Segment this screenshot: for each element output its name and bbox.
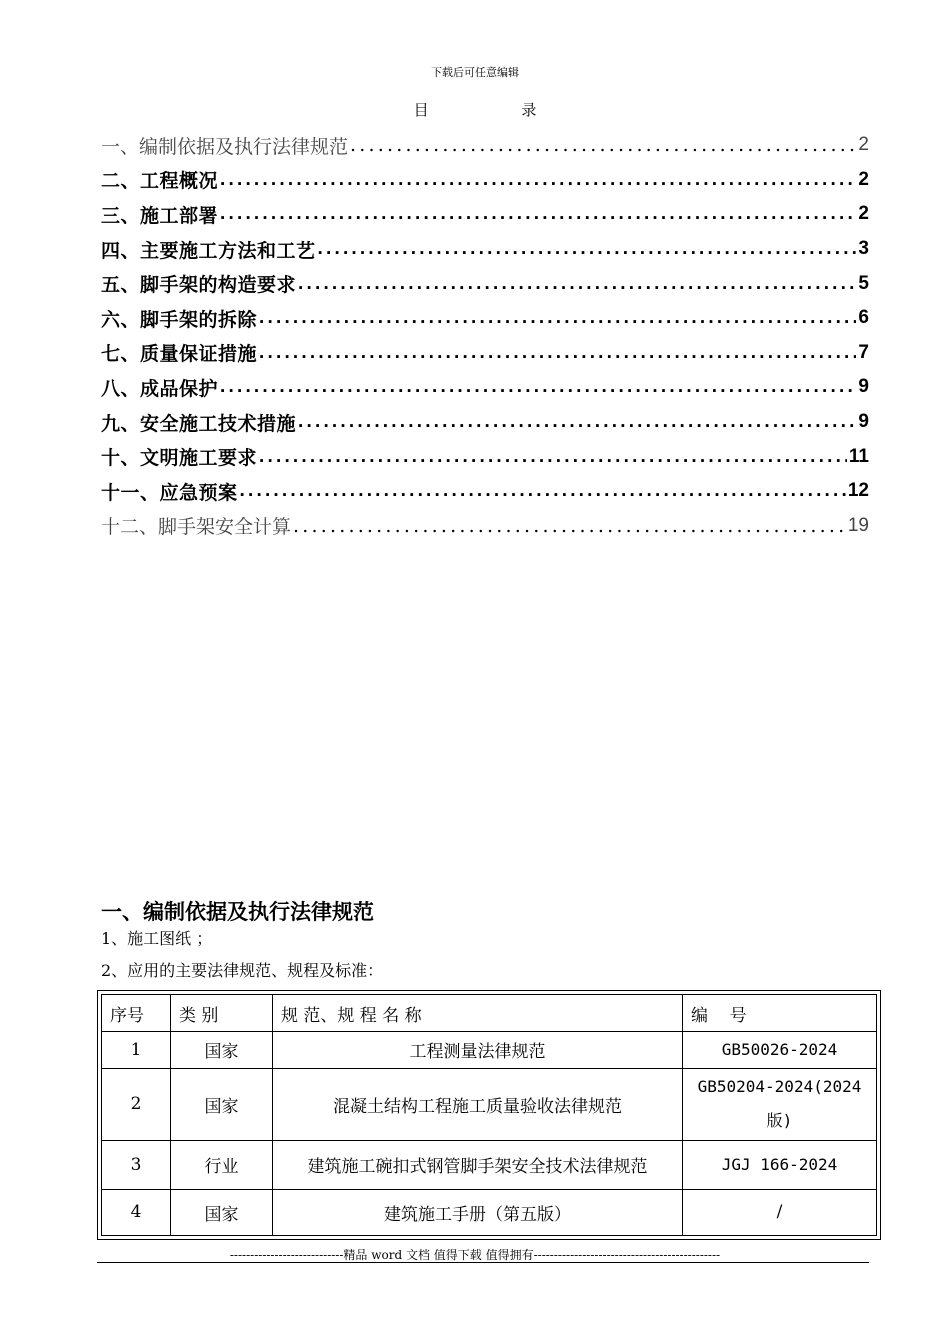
toc-entry-page: 3 bbox=[858, 238, 869, 260]
toc-leader-dots bbox=[298, 273, 856, 295]
toc-entry-label: 十一、应急预案 bbox=[101, 482, 238, 504]
toc-leader-dots bbox=[220, 203, 856, 225]
toc-entry[interactable] bbox=[101, 163, 869, 198]
table-cell: JGJ 166-2024 bbox=[683, 1141, 877, 1189]
toc-entry-label: 十、文明施工要求 bbox=[101, 448, 258, 470]
table-cell: 国家 bbox=[171, 1068, 273, 1141]
page-header: 下载后可任意编辑 bbox=[431, 66, 519, 79]
table-cell: 2 bbox=[102, 1068, 171, 1141]
toc-entry[interactable] bbox=[101, 336, 869, 371]
toc-entry[interactable] bbox=[101, 232, 869, 267]
toc-entry-page: 6 bbox=[858, 307, 869, 329]
toc-entry-label: 四、主要施工方法和工艺 bbox=[101, 240, 316, 262]
standards-table bbox=[101, 994, 877, 1236]
table-row bbox=[102, 1032, 877, 1068]
toc-entry-page: 11 bbox=[848, 445, 869, 467]
table-cell: 建筑施工手册（第五版） bbox=[273, 1189, 683, 1235]
page-footer: ----------------------------精品 word 文档 值得下载 值得拥有---------------------------------------------- bbox=[229, 1248, 721, 1262]
table-header-row bbox=[102, 995, 877, 1032]
table-cell: 3 bbox=[102, 1141, 171, 1189]
toc-entry[interactable] bbox=[101, 439, 869, 474]
toc-entry[interactable] bbox=[101, 405, 869, 440]
toc-entry-page: 2 bbox=[858, 203, 869, 225]
toc-leader-dots bbox=[220, 376, 856, 398]
toc-leader-dots bbox=[318, 238, 857, 260]
toc-entry[interactable] bbox=[101, 128, 869, 163]
toc-entry[interactable] bbox=[101, 474, 869, 509]
toc-entry-page: 7 bbox=[858, 341, 869, 363]
table-header-cell: 类 别 bbox=[171, 995, 273, 1032]
toc-entry-label: 八、成品保护 bbox=[101, 378, 219, 400]
paragraph: 2、应用的主要法律规范、规程及标准： bbox=[101, 961, 384, 980]
table-row bbox=[102, 1189, 877, 1235]
toc-entry-page: 2 bbox=[858, 168, 869, 190]
toc-leader-dots bbox=[259, 342, 856, 364]
paragraph: 1、施工图纸 ； bbox=[101, 929, 213, 948]
toc-entry-label: 三、施工部署 bbox=[101, 205, 219, 227]
table-header-cell: 序号 bbox=[102, 995, 171, 1032]
toc-entry-label: 二、工程概况 bbox=[101, 171, 219, 193]
toc-entry[interactable] bbox=[101, 301, 869, 336]
toc-entry-label: 七、质量保证措施 bbox=[101, 344, 258, 366]
toc-entry[interactable] bbox=[101, 509, 869, 544]
table-cell: GB50204-2024(2024版) bbox=[683, 1068, 877, 1141]
toc-entry-label: 九、安全施工技术措施 bbox=[101, 413, 297, 435]
toc-entry[interactable] bbox=[101, 266, 869, 301]
table-cell: 行业 bbox=[171, 1141, 273, 1189]
section-heading: 一、编制依据及执行法律规范 bbox=[101, 901, 374, 924]
toc-entry-page: 12 bbox=[847, 480, 869, 502]
toc-title: 目 录 bbox=[413, 101, 581, 119]
table-cell: 国家 bbox=[171, 1032, 273, 1068]
table-cell: 混凝土结构工程施工质量验收法律规范 bbox=[273, 1068, 683, 1141]
table-header-cell: 编 号 bbox=[683, 995, 877, 1032]
table-header-cell: 规 范、规 程 名 称 bbox=[273, 995, 683, 1032]
table-cell: 工程测量法律规范 bbox=[273, 1032, 683, 1068]
toc-leader-dots bbox=[240, 480, 846, 502]
toc-leader-dots bbox=[259, 307, 856, 329]
table-cell: 国家 bbox=[171, 1189, 273, 1235]
toc-entry-label: 一、编制依据及执行法律规范 bbox=[101, 135, 349, 158]
toc-leader-dots bbox=[259, 446, 847, 468]
toc-entry[interactable] bbox=[101, 197, 869, 232]
toc-leader-dots bbox=[350, 134, 856, 156]
table-of-contents bbox=[101, 128, 869, 543]
toc-entry-page: 9 bbox=[858, 376, 869, 398]
table-row bbox=[102, 1141, 877, 1189]
toc-leader-dots bbox=[293, 515, 846, 537]
table-cell: 4 bbox=[102, 1189, 171, 1235]
table-cell: GB50026-2024 bbox=[683, 1032, 877, 1068]
toc-entry-label: 六、脚手架的拆除 bbox=[101, 309, 258, 331]
toc-entry-page: 2 bbox=[858, 134, 869, 156]
toc-entry-page: 19 bbox=[847, 514, 869, 536]
table-cell: 建筑施工碗扣式钢管脚手架安全技术法律规范 bbox=[273, 1141, 683, 1189]
table-row bbox=[102, 1068, 877, 1141]
footer-divider bbox=[97, 1262, 869, 1263]
toc-leader-dots bbox=[220, 169, 856, 191]
standards-table-frame bbox=[97, 990, 881, 1240]
toc-entry-label: 五、脚手架的构造要求 bbox=[101, 275, 297, 297]
toc-entry[interactable] bbox=[101, 370, 869, 405]
toc-entry-page: 9 bbox=[858, 411, 869, 433]
toc-entry-label: 十二、脚手架安全计算 bbox=[101, 516, 292, 539]
table-cell: 1 bbox=[102, 1032, 171, 1068]
table-cell: / bbox=[683, 1189, 877, 1235]
toc-leader-dots bbox=[298, 411, 856, 433]
toc-entry-page: 5 bbox=[858, 272, 869, 294]
